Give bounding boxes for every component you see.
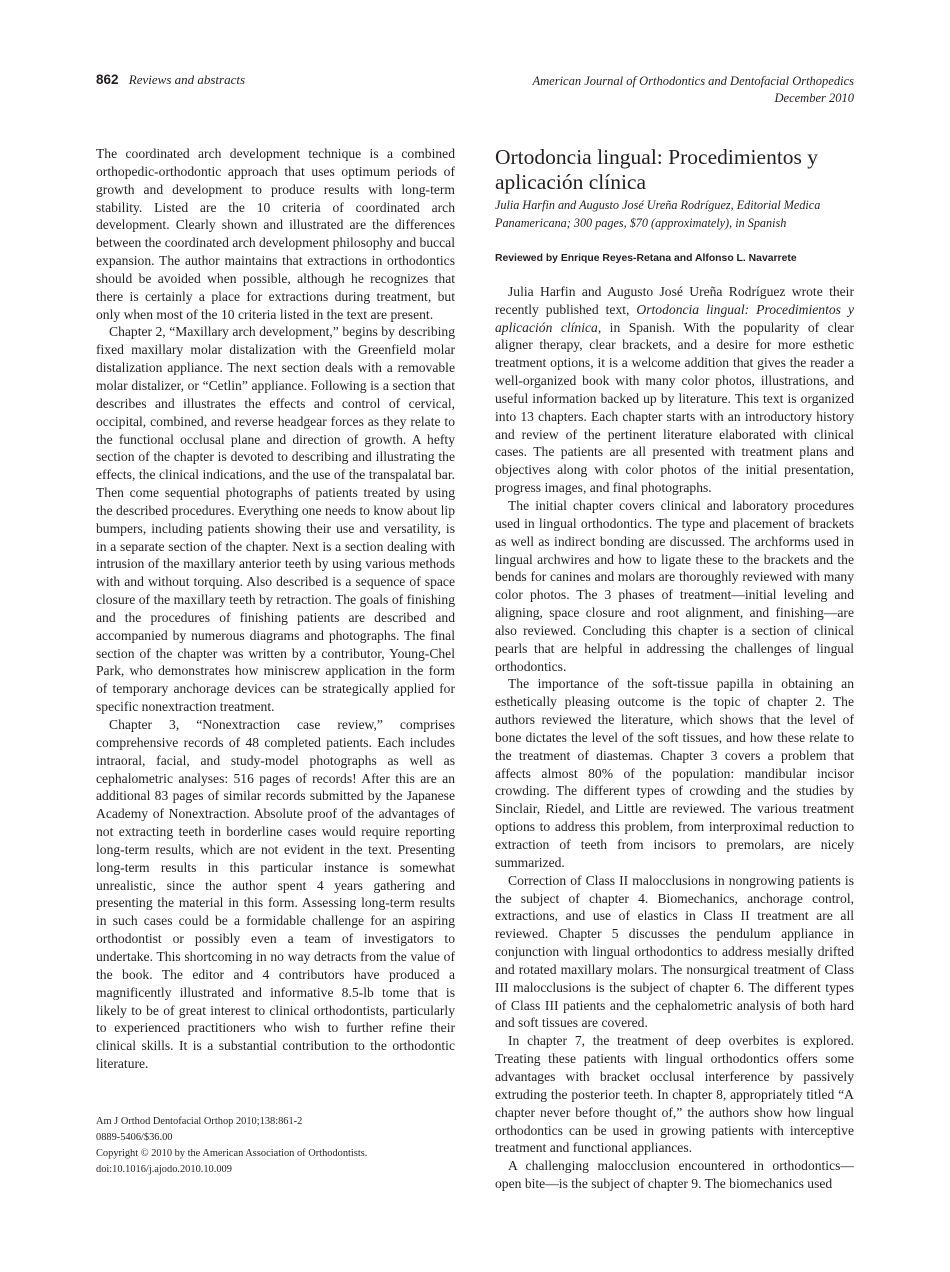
paragraph: Correction of Class II malocclusions in nongrowing patients is the subject of chapter 4. Biomechanics, anchorage control, extractions, and use of elastics in Class II treatment are all reviewed. Chapter 5 discusses the pendulum appliance in conjunction with lingual orthodontics to address mesially drifted and rotated maxillary molars. The nonsurgical treatment of Class III malocclusions is the subject of chapter 6. The different types of Class III patients and the cephalometric analysis of both hard and soft tissues are covered. [495,872,854,1031]
paragraph: A challenging malocclusion encountered in orthodontics—open bite—is the subject of chapter 9. The biomechanics used [495,1158,854,1192]
running-header-left [96,72,245,87]
paragraph: The initial chapter covers clinical and laboratory procedures used in lingual orthodontics. The type and placement of brackets as well as indirect bonding are discussed. The archforms used in lingual archwires and how to ligate these to the brackets and the bends for canines and molars are thoroughly reviewed with many color photos. The 3 phases of treatment—initial leveling and aligning, space closure and root alignment, and finishing—are also reviewed. Concluding this chapter is a section of clinical pearls that are helpful in addressing the challenges of lingual orthodontics. [495,497,854,674]
journal-name: American Journal of Orthodontics and Dentofacial Orthopedics [532,74,854,88]
running-header-right [533,73,855,106]
text-run: Julia Harfin and Augusto José Ureña Rodríguez wrote their recently published text, [495,283,854,317]
paragraph: The coordinated arch development technique is a combined orthopedic-orthodontic approach that uses optimum periods of growth and development to produce results with long-term stability. Listed are the 10 criteria of coordinated arch development. Clearly shown and illustrated are the differences between the coordinated arch development philosophy and buccal expansion. The author maintains that extractions in orthodontics should be avoided when possible, although he recognizes that there is certainly a place for extractions during treatment, but only when most of the 10 criteria listed in the text are present. [96,146,455,322]
doi: doi:10.1016/j.ajodo.2010.10.009 [96,1164,232,1175]
citation: Am J Orthod Dentofacial Orthop 2010;138:861-2 [96,1116,303,1127]
article-footer [96,1114,367,1178]
paragraph: Chapter 2, “Maxillary arch development,” begins by describing fixed maxillary molar distalization with the Greenfield molar distalization appliance. The next section deals with a removable molar distalizer, or “Cetlin” appliance. Following is a section that describes and illustrates the effects and control of cervical, occipital, combined, and reverse headgear forces as they relate to the functional occlusal plane and direction of growth. A hefty section of the chapter is devoted to describing and illustrating the effects, the clinical indications, and the use of the transpalatal bar. Then come sequential photographs of patients treated by using the described procedures. Everything one needs to know about lip bumpers, including patients showing their use and versatility, is in a separate section of the chapter. Next is a section dealing with intrusion of the maxillary anterior teeth by using various methods with and without torquing. Also described is a sequence of space closure of the maxillary teeth by retraction. The goals of finishing and the procedures of finishing patients are described and accompanied by numerous diagrams and photographs. The final section of the chapter was written by a contributor, Young-Chel Park, who demonstrates how miniscrew application in the form of temporary anchorage devices can be strategically applied for specific nonextraction treatment. [96,324,455,715]
review-title: Ortodoncia lingual: Procedimientos y aplicación clínica [495,145,819,194]
text-run: , in Spanish. With the popularity of clear aligner therapy, clear brackets, and a desire for more esthetic treatment options, it is a welcome addition that gives the reader a well-organized book with many color photos, illustrations, and useful information backed up by literature. This text is organized into 13 chapters. Each chapter starts with an introductory history and review of the pertinent literature elaborated with clinical cases. The patients are all presented with treatment plans and objectives along with color photos of the initial presentation, progress images, and final photographs. [495,319,854,496]
paragraph [495,283,854,497]
book-details: Julia Harfin and Augusto José Ureña Rodríguez, Editorial Medica Panamericana; 300 pages, $70 (approximately), in Spanish [495,198,821,230]
paragraph: Chapter 3, “Nonextraction case review,” comprises comprehensive records of 48 completed patients. Each includes intraoral, facial, and study-model photographs as well as cephalometric analyses: 516 pages of records! After this are an additional 83 pages of similar records submitted by the Japanese Academy of Nonextraction. Absolute proof of the advantages of not extracting teeth in borderline cases would require reporting long-term results, which are not evident in the text. Presenting long-term results in this particular instance is somewhat unrealistic, since the author spent 4 years gathering and presenting the material in this form. Assessing long-term results in such cases could be a formidable challenge for an aspiring orthodontist or possibly even a team of investigators to undertake. This shortcoming in no way detracts from the value of the book. The editor and 4 contributors have produced a magnificently illustrated and informative 8.5-lb tome that is likely to be of great interest to clinical orthodontists, particularly to experienced practitioners who wish to further refine their clinical skills. It is a substantial contribution to the orthodontic literature. [96,717,455,1072]
section-name: Reviews and abstracts [128,72,246,87]
page-number: 862 [96,72,119,87]
left-column [96,145,455,1073]
issn: 0889-5406/$36.00 [96,1132,173,1143]
paragraph: In chapter 7, the treatment of deep overbites is explored. Treating these patients with lingual orthodontics offers some advantages with bracket occlusal interference by passively extruding the posterior teeth. In chapter 8, appropriately titled “A chapter never before thought of,” the authors show how lingual orthodontics can be used in growing patients with interceptive treatment and functional appliances. [495,1033,854,1156]
reviewed-by: Reviewed by Enrique Reyes-Retana and Alfonso L. Navarrete [495,253,797,264]
copyright: Copyright © 2010 by the American Association of Orthodontists. [96,1148,368,1159]
paragraph: The importance of the soft-tissue papilla in obtaining an esthetically pleasing outcome is the topic of chapter 2. The authors reviewed the literature, which shows that the level of bone dictates the level of the soft tissues, and how these relate to the treatment of diastemas. Chapter 3 covers a problem that affects almost 80% of the population: mandibular incisor crowding. The different types of crowding and the studies by Sinclair, Riedel, and Little are reviewed. The various treatment options to address this problem, from interproximal reduction to extraction of teeth from incisors to premolars, are nicely summarized. [495,676,854,870]
book-title-inline: Ortodoncia lingual: Procedimientos y aplicación clínica [495,301,854,335]
issue-date: December 2010 [774,90,854,105]
right-column [495,145,854,1193]
